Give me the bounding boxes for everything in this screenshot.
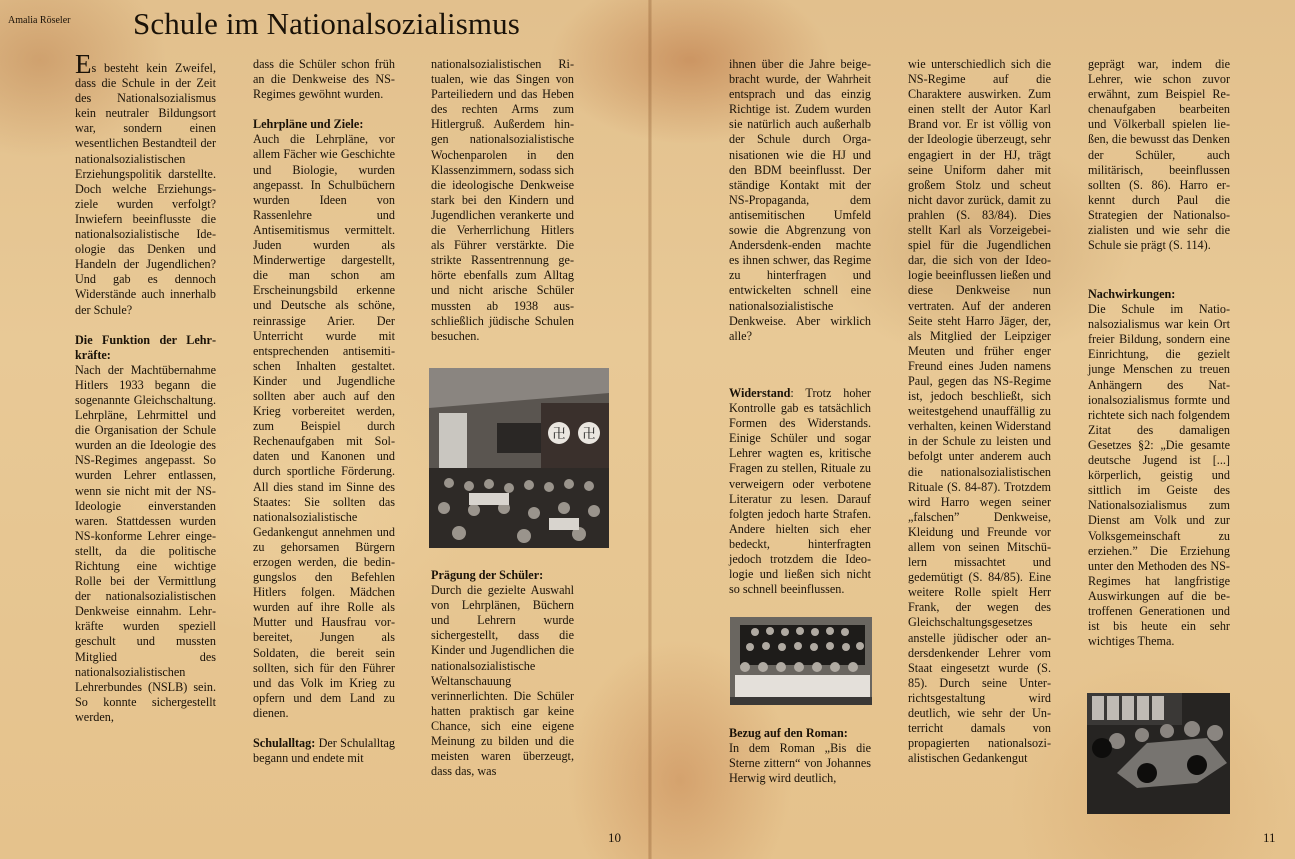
author-name: Amalia Röseler [8, 15, 71, 26]
column-1 [75, 49, 216, 725]
column-6-aftermath [1088, 287, 1230, 649]
section-text: wie unterschiedlich sich die NS-Regime auf die Charaktere auswirken. Zum einen stellt der Autor Karl Brand vor. Er ist völlig von der Ideologie überzeugt, sehr engagiert in der HJ, trägt seine Uniform daher mit großem Stolz und scheut nicht davor zurück, damit zu prahlen (S. 83/84). Dies stellt Karl als Vorzeigebeispiel für die Jugendlichen dar, die sich von der Ideologie beeinflussen ließen und diese Denkweise nun vertraten. Auf der anderen Seite steht Harro Jäger, der, als Mitglied der Leipziger Meuten und früher enger Freund eines Juden namens Paul, gegen das NS-Regime ist, jedoch beschließt, sich weitestgehend unauffällig zu verhalten, keinen Widerstand in der Schule zu leisten und befolgt unter anderem auch die nationalsozialistischen Rituale (S. 84-87). Trotzdem wird Harro wegen seiner „falschen” Denkweise, Kleidung und Freunde vor allem von seinen Mitschülern missachtet und gedemütigt (S. 84/85). Eine weitere Rolle spielt Herr Frank, der wegen des Gleichschaltungsgesetzes anstelle jüdischer oder andersdenkender Lehrer vom Staat eingesetzt wurde (S. 85). Durch seine Unterrichtsgestaltung wird deutlich, wie sehr der Unterricht damals von propagierten nationalsozialistischen Gedankengut [908, 57, 1051, 766]
svg-text:卍: 卍 [552, 426, 566, 441]
section-paragraph: Schulalltag: Der Schulalltag begann und endete mit [253, 736, 395, 766]
section-text: nationalsozialistischen Ritualen, wie das Singen von Parteiliedern und das Heben des rechten Arms zum Hitlergruß. Außerdem hingen nationalsozialistische Wochenparolen in den Klassenzimmern, sodass sich die ideologische Denkweise stark bei den Kindern und Jugendlichen verankerte und die Verherrlichung Hitlers als Führer verstärkte. Die strikte Rassentrennung gehörte ebenfalls zum Alltag und nicht arische Schüler mussten ab 1938 ausschließlich jüdische Schulen besuchen. [431, 57, 574, 343]
section-paragraph: Widerstand: Trotz hoher Kontrolle gab es tatsächlich Formen des Widerstands. Einige Schüler und sogar Lehrer wagten es, kritische Fragen zu stellen, Rituale zu verweigern oder verbotene Literatur zu lesen. Darauf folgten jedoch harte Strafen. Andere hielten sich eher bedeckt, hinterfragten jedoch trotzdem die Ideologie und ließen sich nicht so schnell beeinflussen. [729, 386, 871, 597]
section-text: ihnen über die Jahre beigebracht wurde, der Wahrheit entsprach und das einzig Richtige ist. Zudem wurden sie natürlich auch außerhalb der Schule durch Organisationen wie die HJ und den BDM beeinflusst. Der ständige Kontakt mit der NS-Propaganda, dem antisemitischen Umfeld sowie die Abgrenzung von Andersdenk-enden machte es ihnen schwer, das Regime zu hinterfragen und entwickelten schnell eine nationalsozialistische Denkweise. Aber wirklich alle? [729, 57, 871, 343]
section-heading: Widerstand [729, 386, 791, 400]
intro-paragraph: Es besteht kein Zweifel, dass die Schule in der Zeit des Nationalsozialismus kein neutraler Bildungsort war, sondern einen wesentlichen Bestandteil der nationalsozialistischen Erziehungspolitik darstellte. Doch welche Erziehungsziele wurden verfolgt? Inwiefern beeinflusste die nationalsozialistische Ideologie das Denken und Handeln der Jugendlichen? Und gab es dennoch Widerstände auch innerhalb der Schule? [75, 49, 216, 317]
page-number-left: 10 [608, 830, 621, 845]
svg-text:卍: 卍 [582, 426, 596, 441]
section-text: Auch die Lehrpläne, vor allem Fächer wie Geschichte und Biologie, wurden angepasst. In Schulbüchern wurden Ideen von Rassenlehre und Antisemitismus vermittelt. Juden wurden als Minderwertige dargestellt, die man schon am Erscheinungsbild erkenne und Deutsche als schöne, reinrassige Arier. Der Unterricht wurde mit entsprechenden antisemitischen Inhalten gestaltet. Kinder und Jugendliche sollten aber auch auf den Krieg vorbereitet werden, zum Beispiel durch Rechenaufgaben mit Soldaten und Kanonen und durch sportliche Förderung. All dies stand im Sinne des Staates: Sie sollten das nationalsozialistische Gedankengut annehmen und zu gehorsamen Bürgern erzogen werden, die bedingungslos den Befehlen Hitlers folgen. Mädchen wurden auf ihre Rolle als Mutter und Hausfrau vorbereitet, Jungen als Soldaten, die bereit sein sollten, sich für den Führer und das Volk im Krieg zu opfern und dem Land zu dienen. [253, 132, 395, 720]
column-3 [431, 57, 574, 344]
book-spine [648, 0, 652, 859]
meeting-photo [1087, 693, 1230, 814]
section-heading: Nachwirkungen: [1088, 287, 1176, 301]
column-3-lower [431, 568, 574, 779]
classroom-photo [429, 368, 609, 548]
section-text: dass die Schüler schon früh an die Denkweise des NS-Regimes gewöhnt wurden. [253, 57, 395, 102]
column-4 [729, 57, 871, 344]
group-photo [730, 617, 872, 705]
section-heading: Lehrpläne und Ziele: [253, 117, 364, 132]
column-2 [253, 57, 395, 766]
section-text: geprägt war, indem die Lehrer, wie schon zuvor erwähnt, zum Beispiel Rechenaufgaben bearbeiten und Völkerball spielen ließen, die bewusst das Denken der Schüler, auch militärisch, beeinflussen sollten (S. 86). Harro erkennt durch Paul die Strategien der Nationalsozialisten und wie sehr die Schule sie prägt (S. 114). [1088, 57, 1230, 253]
section-heading: Bezug auf den Roman: [729, 726, 848, 740]
column-5 [908, 57, 1051, 766]
section-heading: Die Funktion der Lehrkräfte: [75, 332, 216, 362]
section-text: Die Schule im Nationalsozialismus war kein Ort freier Bildung, sondern eine Einrichtung, die gezielt junge Menschen zu treuen Anhängern des Nationalsozialismus formte und richtete sich nach folgendem Zitat des damaligen Gesetzes §2: „Die gesamte deutsche Jugend ist [...] körperlich, geistig und sittlich im Geiste des Nationalsozialismus zum Dienst am Volk und zur Volksgemeinschaft zu erziehen.” Die Erziehung unter den Methoden des NS-Regimes hat langfristige Auswirkungen auf die betroffenen Generationen und ist bis heute ein sehr wichtiges Thema. [1088, 302, 1230, 649]
section-heading: Schulalltag: [253, 736, 316, 751]
column-6 [1088, 57, 1230, 253]
page-title: Schule im Nationalsozialismus [133, 6, 520, 41]
column-4-novel [729, 726, 871, 786]
section-text: In dem Roman „Bis die Sterne zittern“ von Johannes Herwig wird deutlich, [729, 741, 871, 786]
column-4-resistance [729, 386, 871, 597]
drop-cap: E [75, 49, 92, 79]
section-text: Durch die gezielte Auswahl von Lehrplänen, Büchern und Lehrern wurde sichergestellt, dass die Kinder und Jugendlichen die nationalsozialistische Weltanschauung verinnerlichten. Die Schüler hatten praktisch gar keine Chance, sich eine eigene Meinung zu bilden und die meisten waren überzeugt, dass das, was [431, 583, 574, 779]
section-text: Nach der Machtübernahme Hitlers 1933 begann die sogenannte Gleichschaltung. Lehrpläne, Lehrmittel und die Organisation der Schule wurden an die Ideologie des NS-Regimes angepasst. So wurden Lehrer entlassen, wenn sie nicht mit der NS-Ideologie einverstanden waren. Stattdessen wurden NS-konforme Lehrer eingestellt, da die politische Richtung eine wichtige Rolle bei der Vermittlung der nationalsozialistischen Denkweise einnahm. Lehrkräfte wurden speziell geschult und mussten Mitglied des nationalsozialistischen Lehrerbundes (NSLB) sein. So konnte sichergestellt werden, [75, 362, 216, 724]
section-heading: Prägung der Schüler: [431, 568, 544, 582]
page-number-right: 11 [1263, 830, 1276, 845]
